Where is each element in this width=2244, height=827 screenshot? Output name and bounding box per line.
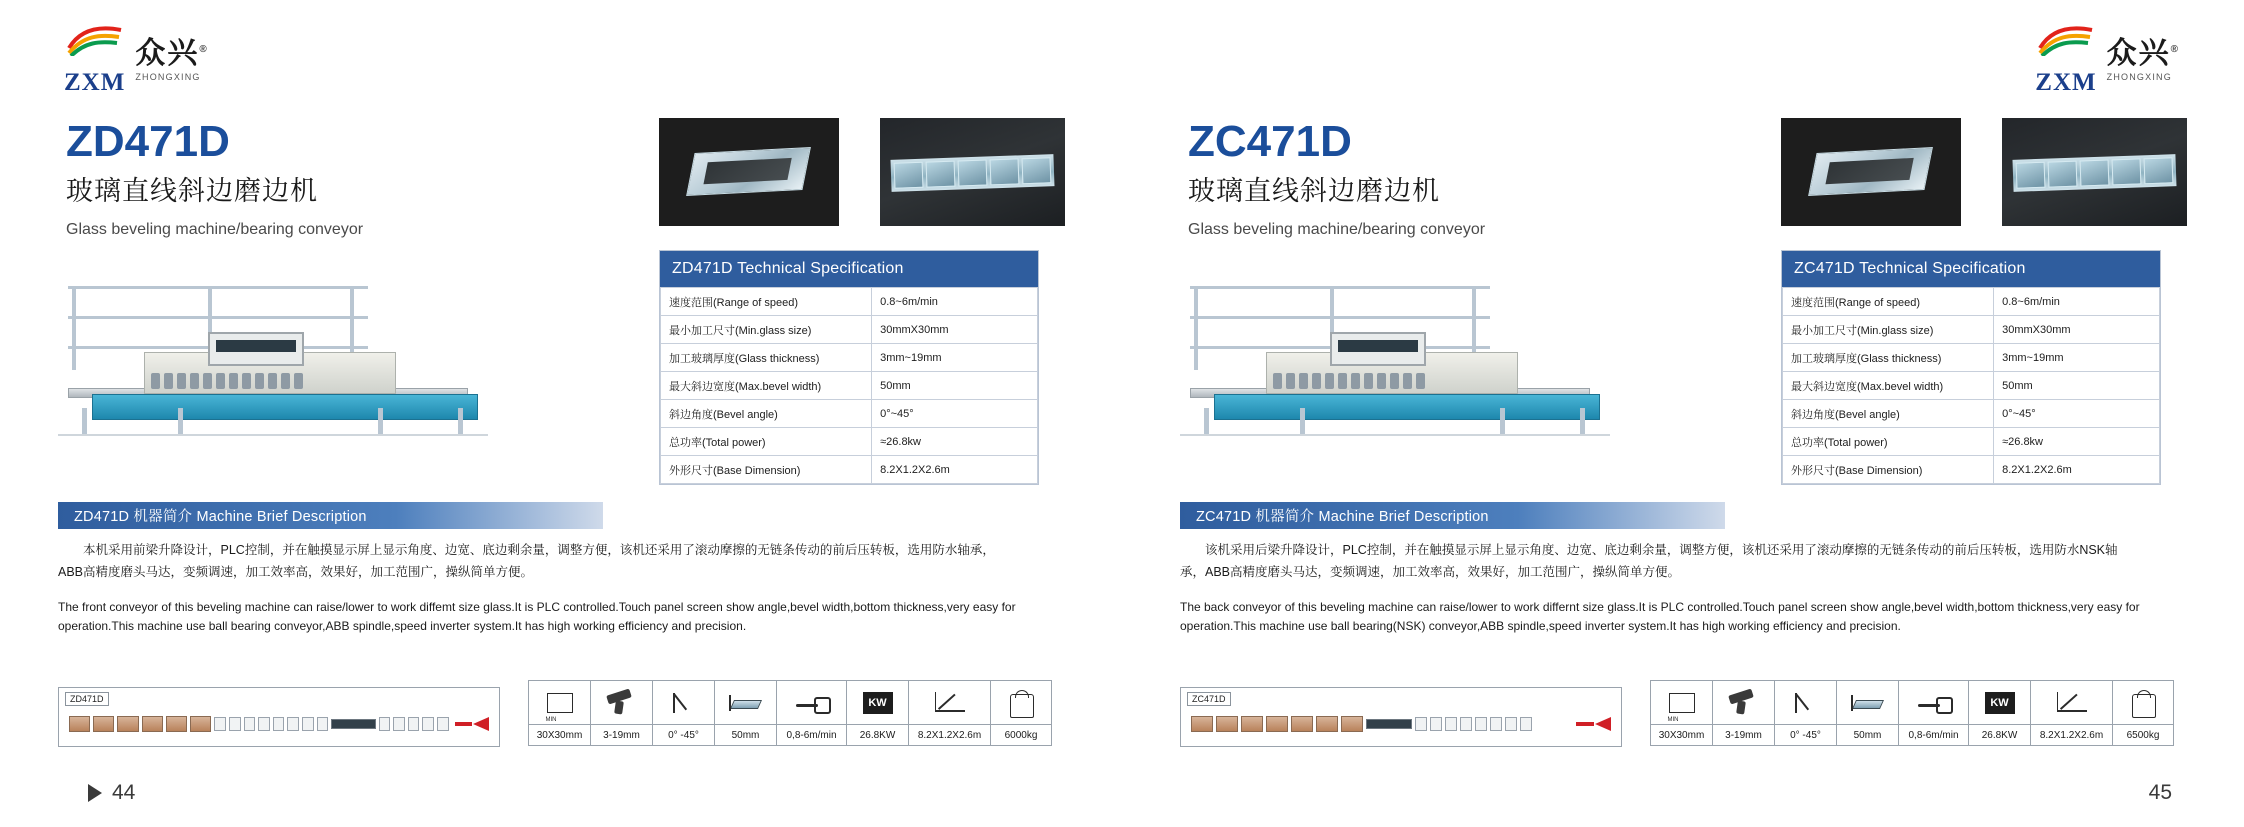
spec-value: 8.2X1.2X2.6m — [1994, 456, 2160, 484]
model-subtitle-en: Glass beveling machine/bearing conveyor — [1188, 221, 1486, 238]
brand-logo — [64, 26, 209, 95]
page-number-text: 44 — [112, 781, 136, 804]
table-row — [1783, 400, 2160, 428]
feature-icon-strip — [528, 680, 1052, 746]
icon-caption: 3-19mm — [603, 729, 640, 741]
icon-cell-angle — [1774, 680, 1836, 746]
icon-cell-bevel-width — [1836, 680, 1898, 746]
machine-illustration — [1180, 280, 1610, 440]
page-arrow-icon — [88, 784, 102, 802]
min-size-icon — [529, 681, 590, 725]
page-number-left — [88, 781, 135, 805]
table-row — [661, 456, 1038, 484]
table-row — [661, 344, 1038, 372]
spec-value: 0.8~6m/min — [1994, 288, 2160, 316]
icon-caption: 30X30mm — [1658, 729, 1705, 741]
brand-logo — [2035, 26, 2180, 95]
spec-key: 最小加工尺寸(Min.glass size) — [1783, 316, 1994, 344]
spec-value: 0°~45° — [1994, 400, 2160, 428]
bevel-angle-icon — [1775, 681, 1836, 725]
spec-key: 斜边角度(Bevel angle) — [661, 400, 872, 428]
logo-chinese-name — [2107, 39, 2180, 69]
spec-key: 总功率(Total power) — [1783, 428, 1994, 456]
table-row — [1783, 344, 2160, 372]
logo-zxm-text: ZXM — [2035, 69, 2097, 96]
icon-cell-speed — [1898, 680, 1968, 746]
flow-direction-arrow — [1595, 717, 1611, 731]
model-subtitle-cn: 玻璃直线斜边磨边机 — [1188, 176, 1440, 206]
machine-illustration — [58, 280, 488, 440]
spec-key: 速度范围(Range of speed) — [661, 288, 872, 316]
icon-caption: 0,8-6m/min — [786, 729, 837, 741]
icon-cell-speed — [776, 680, 846, 746]
icon-cell-power — [846, 680, 908, 746]
weight-icon — [2113, 681, 2173, 725]
spec-value: 30mmX30mm — [1994, 316, 2160, 344]
icon-cell-thickness — [1712, 680, 1774, 746]
logo-chinese-text: 众兴 — [2106, 37, 2171, 70]
brief-description-header: ZC471D 机器简介 Machine Brief Description — [1180, 502, 1725, 529]
icon-cell-min-size — [528, 680, 590, 746]
logo-chinese-text: 众兴 — [135, 37, 200, 70]
brief-description-en: The back conveyor of this beveling machine can raise/lower to work differnt size glass.It is PLC controlled.Touch panel screen show angle,bevel width,bottom thickness,very easy for operation.This machine use ball bearing(NSK) conveyor,ABB spindle,speed inverter system.It has high working efficiency and precision. — [1180, 600, 2140, 634]
spec-value: 0°~45° — [872, 400, 1038, 428]
page-title: ZD471D — [66, 117, 230, 166]
page-number-right — [2149, 781, 2172, 805]
speed-icon — [777, 681, 846, 725]
icon-caption: 50mm — [1853, 729, 1882, 741]
table-row — [661, 316, 1038, 344]
icon-cell-thickness — [590, 680, 652, 746]
page-number-text: 45 — [2148, 781, 2172, 804]
table-row — [1783, 456, 2160, 484]
layout-diagram-tag: ZC471D — [1187, 692, 1231, 706]
spec-value: 50mm — [872, 372, 1038, 400]
icon-caption: 0,8-6m/min — [1908, 729, 1959, 741]
swoosh-icon — [67, 26, 123, 70]
power-kw-icon: KW — [847, 681, 908, 725]
icon-cell-dimension — [908, 680, 990, 746]
flow-direction-arrow-tail — [1576, 722, 1594, 726]
power-kw-icon: KW — [1969, 681, 2030, 725]
spec-key: 最大斜边宽度(Max.bevel width) — [1783, 372, 1994, 400]
machine-layout-diagram — [58, 687, 500, 747]
brief-description-en: The front conveyor of this beveling machine can raise/lower to work diffemt size glass.It is PLC controlled.Touch panel screen show angle,bevel width,bottom thickness,very easy for operation.This machine use ball bearing conveyor,ABB spindle,speed inverter system.It has high working efficiency and precision. — [58, 600, 1016, 634]
table-row — [1783, 288, 2160, 316]
spec-key: 最大斜边宽度(Max.bevel width) — [661, 372, 872, 400]
weight-icon — [991, 681, 1051, 725]
model-subtitle-cn: 玻璃直线斜边磨边机 — [66, 176, 318, 206]
icon-caption: 6500kg — [2126, 729, 2160, 741]
logo-english-name: ZHONGXING — [135, 72, 201, 82]
table-row — [1783, 316, 2160, 344]
spec-key: 斜边角度(Bevel angle) — [1783, 400, 1994, 428]
technical-specification-table — [1781, 250, 2161, 485]
bevel-angle-icon — [653, 681, 714, 725]
bevel-width-icon — [715, 681, 776, 725]
machine-layout-diagram — [1180, 687, 1622, 747]
logo-chinese-name — [135, 39, 208, 69]
model-subtitle-en: Glass beveling machine/bearing conveyor — [66, 221, 364, 238]
spec-value: ≈26.8kw — [872, 428, 1038, 456]
logo-wordmark — [135, 39, 208, 82]
spindle-icon — [1713, 681, 1774, 725]
icon-cell-angle — [652, 680, 714, 746]
spec-value: ≈26.8kw — [1994, 428, 2160, 456]
feature-icon-strip — [1650, 680, 2174, 746]
icon-caption: 8.2X1.2X2.6m — [917, 729, 982, 741]
logo-wordmark — [2107, 39, 2180, 82]
spec-key: 速度范围(Range of speed) — [1783, 288, 1994, 316]
technical-specification-table — [659, 250, 1039, 485]
flow-direction-arrow-tail — [455, 722, 472, 726]
product-photo-glass-strip — [2002, 118, 2187, 226]
min-size-icon — [1651, 681, 1712, 725]
icon-caption: 50mm — [731, 729, 760, 741]
speed-icon — [1899, 681, 1968, 725]
product-photo-glass-strip — [880, 118, 1065, 226]
spec-key: 总功率(Total power) — [661, 428, 872, 456]
table-row — [1783, 372, 2160, 400]
spec-table-title: ZC471D Technical Specification — [1782, 251, 2160, 287]
swoosh-icon — [2038, 26, 2094, 70]
icon-caption: 0° -45° — [668, 729, 699, 741]
table-row — [661, 372, 1038, 400]
registered-icon: ® — [199, 44, 209, 55]
spec-key: 外形尺寸(Base Dimension) — [661, 456, 872, 484]
logo-zxm-text: ZXM — [64, 69, 126, 96]
icon-cell-weight — [990, 680, 1052, 746]
spec-key: 最小加工尺寸(Min.glass size) — [661, 316, 872, 344]
icon-cell-bevel-width — [714, 680, 776, 746]
product-photo-bevel-detail — [1781, 118, 1961, 226]
flow-direction-arrow — [473, 717, 489, 731]
layout-diagram-tag: ZD471D — [65, 692, 109, 706]
icon-caption: 26.8KW — [1981, 729, 2018, 741]
page-right — [1122, 0, 2244, 827]
icon-cell-dimension — [2030, 680, 2112, 746]
bevel-width-icon — [1837, 681, 1898, 725]
table-row — [661, 428, 1038, 456]
spec-value: 3mm~19mm — [1994, 344, 2160, 372]
brief-description-cn: 该机采用后梁升降设计，PLC控制，并在触摸显示屏上显示角度、边宽、底边剩余量，调整方便，该机还采用了滚动摩擦的无链条传动的前后压转板，选用防水NSK轴承，ABB高精度磨头马达，变频调速，加工效率高，效果好，加工范围广，操纵简单方便。 — [1180, 543, 2118, 579]
table-row — [661, 288, 1038, 316]
page-title: ZC471D — [1188, 117, 1352, 166]
spec-key: 外形尺寸(Base Dimension) — [1783, 456, 1994, 484]
logo-mark — [2035, 26, 2096, 95]
icon-caption: 0° -45° — [1790, 729, 1821, 741]
spec-table-title: ZD471D Technical Specification — [660, 251, 1038, 287]
spec-key: 加工玻璃厚度(Glass thickness) — [661, 344, 872, 372]
table-row — [661, 400, 1038, 428]
icon-caption: 26.8KW — [859, 729, 896, 741]
icon-cell-weight — [2112, 680, 2174, 746]
icon-cell-power — [1968, 680, 2030, 746]
icon-caption: 3-19mm — [1725, 729, 1762, 741]
brief-description-cn: 本机采用前梁升降设计，PLC控制，并在触摸显示屏上显示角度、边宽、底边剩余量，调整方便，该机还采用了滚动摩擦的无链条传动的前后压转板，选用防水轴承，ABB高精度磨头马达，变频调速，加工效率高，效果好，加工范围广，操纵简单方便。 — [58, 543, 995, 579]
spec-value: 0.8~6m/min — [872, 288, 1038, 316]
icon-caption: 30X30mm — [536, 729, 583, 741]
logo-mark — [64, 26, 125, 95]
table-row — [1783, 428, 2160, 456]
spec-value: 50mm — [1994, 372, 2160, 400]
spec-key: 加工玻璃厚度(Glass thickness) — [1783, 344, 1994, 372]
dimension-icon — [2031, 681, 2112, 725]
brief-description-header: ZD471D 机器简介 Machine Brief Description — [58, 502, 603, 529]
control-panel — [1330, 332, 1426, 366]
registered-icon: ® — [2170, 44, 2180, 55]
spec-value: 8.2X1.2X2.6m — [872, 456, 1038, 484]
icon-cell-min-size — [1650, 680, 1712, 746]
logo-english-name: ZHONGXING — [2106, 72, 2172, 82]
control-panel — [208, 332, 304, 366]
icon-caption: 6000kg — [1004, 729, 1038, 741]
product-photo-bevel-detail — [659, 118, 839, 226]
spec-value: 30mmX30mm — [872, 316, 1038, 344]
dimension-icon — [909, 681, 990, 725]
icon-caption: 8.2X1.2X2.6m — [2039, 729, 2104, 741]
spec-value: 3mm~19mm — [872, 344, 1038, 372]
spindle-icon — [591, 681, 652, 725]
